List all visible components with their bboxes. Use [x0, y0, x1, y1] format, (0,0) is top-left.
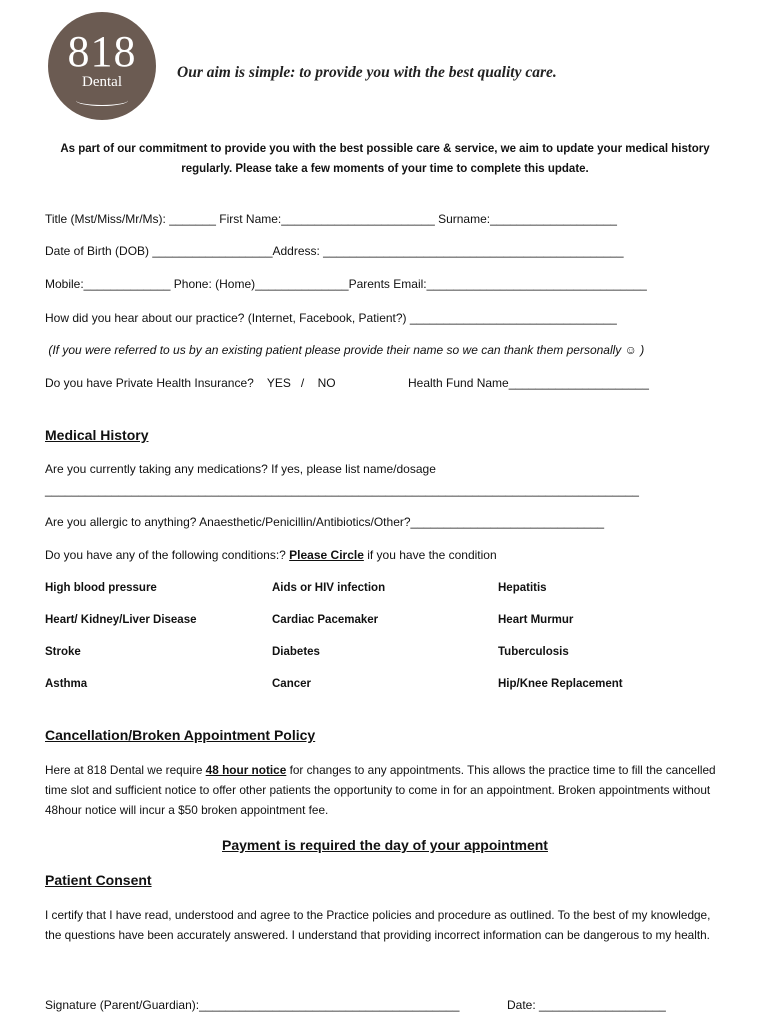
condition-item[interactable]: Hip/Knee Replacement: [498, 678, 623, 690]
insurance-question[interactable]: Do you have Private Health Insurance? YES / NO: [45, 376, 336, 390]
payment-heading: Payment is required the day of your appointment: [222, 837, 548, 853]
tagline: Our aim is simple: to provide you with the best quality care.: [177, 64, 557, 81]
name-fields-line[interactable]: Title (Mst/Miss/Mr/Ms): _______ First Name:_______________________ Surname:___________________: [45, 212, 617, 226]
condition-item[interactable]: Asthma: [45, 678, 88, 690]
condition-item[interactable]: High blood pressure: [45, 582, 157, 594]
logo-swoosh: [76, 95, 128, 106]
logo-818-dental: [48, 12, 156, 120]
cancellation-text-after: for changes to any appointments. This allows the practice time to fill the cancelled time slot and sufficient notice to offer other patients the opportunity to come in for an appointment. Broken appointments without 48hour notice will incur a $50 broken appointment fee.: [45, 763, 716, 817]
condition-item[interactable]: Heart Murmur: [498, 614, 574, 626]
condition-item[interactable]: Tuberculosis: [498, 646, 569, 658]
signature-field[interactable]: Signature (Parent/Guardian):_______________________________________: [45, 998, 460, 1012]
dob-address-line[interactable]: Date of Birth (DOB) __________________Address: _____________________________________________: [45, 244, 624, 258]
logo-name: Dental: [82, 74, 122, 90]
cancellation-text-before: Here at 818 Dental we require: [45, 763, 206, 777]
conditions-q-after: if you have the condition: [363, 548, 497, 562]
condition-item[interactable]: Diabetes: [272, 646, 320, 658]
condition-item[interactable]: Cancer: [272, 678, 311, 690]
cancellation-notice-emph: 48 hour notice: [205, 763, 287, 777]
cancellation-heading: Cancellation/Broken Appointment Policy: [45, 727, 316, 743]
condition-item[interactable]: Cardiac Pacemaker: [272, 614, 379, 626]
consent-heading: Patient Consent: [45, 872, 152, 888]
consent-text: I certify that I have read, understood and agree to the Practice policies and procedure as outlined. To the best of my knowledge, the questions have been accurately answered. I understand that providing incorrect information can be dangerous to my health.: [45, 908, 711, 942]
condition-item[interactable]: Aids or HIV infection: [272, 582, 386, 594]
date-field[interactable]: Date: ___________________: [507, 998, 666, 1012]
cancellation-text: [45, 760, 717, 820]
logo-number: 818: [67, 27, 137, 76]
intro-text: As part of our commitment to provide you with the best possible care & service, we aim to update your medical history regularly. Please take a few moments of your time to complete this update.: [60, 143, 710, 175]
allergy-question[interactable]: Are you allergic to anything? Anaesthetic/Penicillin/Antibiotics/Other?_____________________________: [45, 515, 605, 529]
medications-question: Are you currently taking any medications? If yes, please list name/dosage: [45, 462, 436, 476]
health-fund-field[interactable]: Health Fund Name_____________________: [408, 376, 649, 390]
medical-history-heading: Medical History: [45, 427, 149, 443]
condition-item[interactable]: Hepatitis: [498, 582, 547, 594]
conditions-question: [45, 548, 497, 562]
medications-answer-line[interactable]: _________________________________________________________________________________________: [45, 483, 639, 497]
referral-source-line[interactable]: How did you hear about our practice? (Internet, Facebook, Patient?) _______________________________: [45, 311, 617, 325]
referral-note: (If you were referred to us by an existing patient please provide their name so we can thank them personally ☺ ): [45, 343, 645, 357]
condition-item[interactable]: Heart/ Kidney/Liver Disease: [45, 614, 197, 626]
conditions-q-before: Do you have any of the following conditions:?: [45, 548, 290, 562]
please-circle: Please Circle: [289, 548, 364, 562]
condition-item[interactable]: Stroke: [45, 646, 81, 658]
contact-line[interactable]: Mobile:_____________ Phone: (Home)______________Parents Email:_________________________________: [45, 277, 647, 291]
